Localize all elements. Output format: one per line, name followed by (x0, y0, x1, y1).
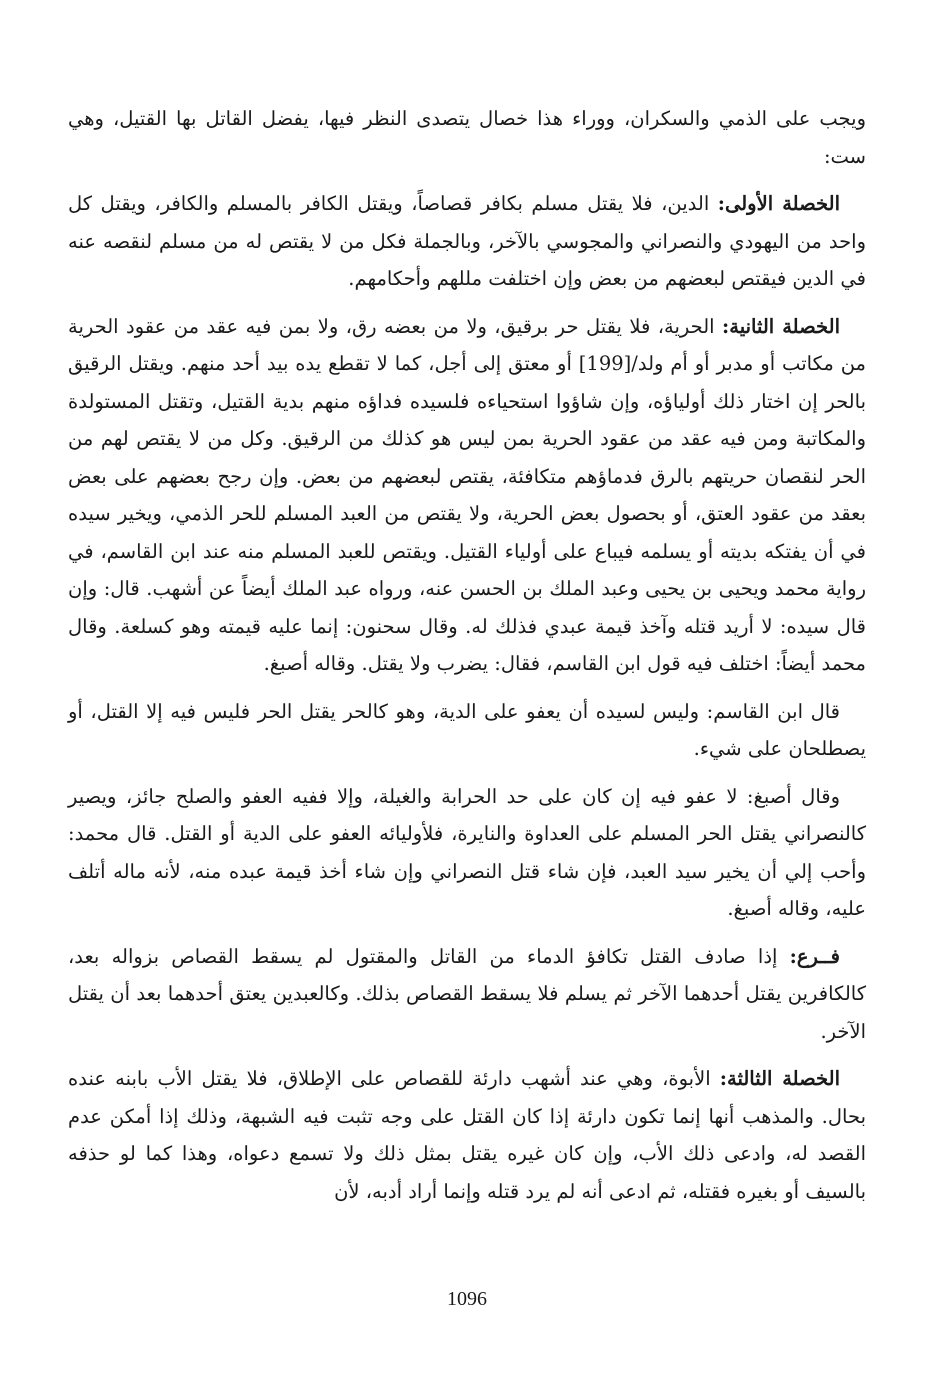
paragraph-third-trait (68, 1060, 866, 1210)
paragraph-text: إذا صادف القتل تكافؤ الدماء من القاتل والمقتول لم يسقط القصاص بزواله بعد، كالكافرين يقتل أحدهما الآخر ثم يسلم فلا يسقط القصاص بذلك. وكالعبدين يعتق أحدهما بعد أن يقتل الآخر. (68, 944, 866, 1043)
section-heading: فــرع: (789, 944, 840, 968)
paragraph-asbagh (68, 778, 866, 928)
section-heading: الخصلة الثالثة: (719, 1067, 840, 1090)
page-number: 1096 (447, 1288, 487, 1310)
paragraph-branch (68, 938, 866, 1051)
paragraph-intro (68, 100, 866, 175)
paragraph-text: وقال أصبغ: لا عفو فيه إن كان على حد الحرابة والغيلة، وإلا ففيه العفو والصلح جائز، ويصير كالنصراني يقتل الحر المسلم على العداوة والنايرة، فلأوليائه العفو على الدية أو القتل. قال محمد: وأحب إلي أن يخير سيد العبد، فإن شاء قتل النصراني وإن شاء أخذ قيمة عبده منه، لأنه ماله أتلف عليه، وقاله أصبغ. (68, 784, 866, 920)
paragraph-ibn-qasim (68, 693, 866, 768)
paragraph-first-trait (68, 185, 866, 298)
paragraph-text: الدين، فلا يقتل مسلم بكافر قصاصاً، ويقتل الكافر بالمسلم والكافر، ويقتل كل واحد من اليهودي والنصراني والمجوسي بالآخر، وبالجملة فكل من لا يقتص له من مسلم لنقصه عنه في الدين فيقتص لبعضهم من بعض وإن اختلفت مللهم وأحكامهم. (68, 192, 866, 290)
section-heading: الخصلة الثانية: (722, 314, 840, 338)
paragraph-text: قال ابن القاسم: وليس لسيده أن يعفو على الدية، وهو كالحر يقتل الحر فليس فيه إلا القتل، أو يصطلحان على شيء. (68, 699, 866, 760)
paragraph-text: ويجب على الذمي والسكران، ووراء هذا خصال يتصدى النظر فيها، يفضل القاتل بها القتيل، وهي ست: (68, 107, 866, 168)
section-heading: الخصلة الأولى: (717, 192, 840, 215)
paragraph-text: الحرية، فلا يقتل حر برقيق، ولا من بعضه رق، ولا بمن فيه عقد من عقود الحرية من مكاتب أو مدبر أو أم ولد/[199] أو معتق إلى أجل، كما لا تقطع يده بيد أحد منهم. ويقتل الرقيق بالحر إن اختار ذلك أولياؤه، وإن شاؤوا استحياءه فلسيده فداؤه منهم بدية القتيل، وتقتل المستولدة والمكاتبة ومن فيه عقد من عقود الحرية بمن ليس هو كذلك من الرقيق. وكل من لا يقتص لهم من الحر لنقصان حريتهم بالرق فدماؤهم متكافئة، يقتص لبعضهم من بعض. وإن رجح بعضهم على بعض بعقد من عقود العتق، أو بحصول بعض الحرية، ولا يقتص من العبد المسلم للحر الذمي، ويخير سيده في أن يفتكه بديته أو يسلمه فيباع على أولياء القتيل. ويقتص للعبد المسلم منه عند ابن القاسم، في رواية محمد ويحيى بن يحيى وعبد الملك بن الحسن عنه، ورواه عبد الملك أيضاً عن أشهب. قال: وإن قال سيده: لا أريد قتله وآخذ قيمة عبدي فذلك له. وقال سحنون: إنما عليه قيمته وهو كسلعة. وقال محمد أيضاً: اختلف فيه قول ابن القاسم، فقال: يضرب ولا يقتل. وقاله أصبغ. (68, 314, 866, 675)
paragraph-text: الأبوة، وهي عند أشهب دارئة للقصاص على الإطلاق، فلا يقتل الأب بابنه عنده بحال. والمذهب أنها إنما تكون دارئة إذا كان القتل على وجه تثبت فيه الشبهة، وذلك إذا أمكن عدم القصد له، وادعى ذلك الأب، وإن كان غيره يقتل بمثل ذلك ولا تسمع دعواه، وهذا كما لو حذفه بالسيف أو بغيره فقتله، ثم ادعى أنه لم يرد قتله وإنما أراد أدبه، لأن (68, 1067, 866, 1203)
paragraph-second-trait (68, 308, 866, 683)
